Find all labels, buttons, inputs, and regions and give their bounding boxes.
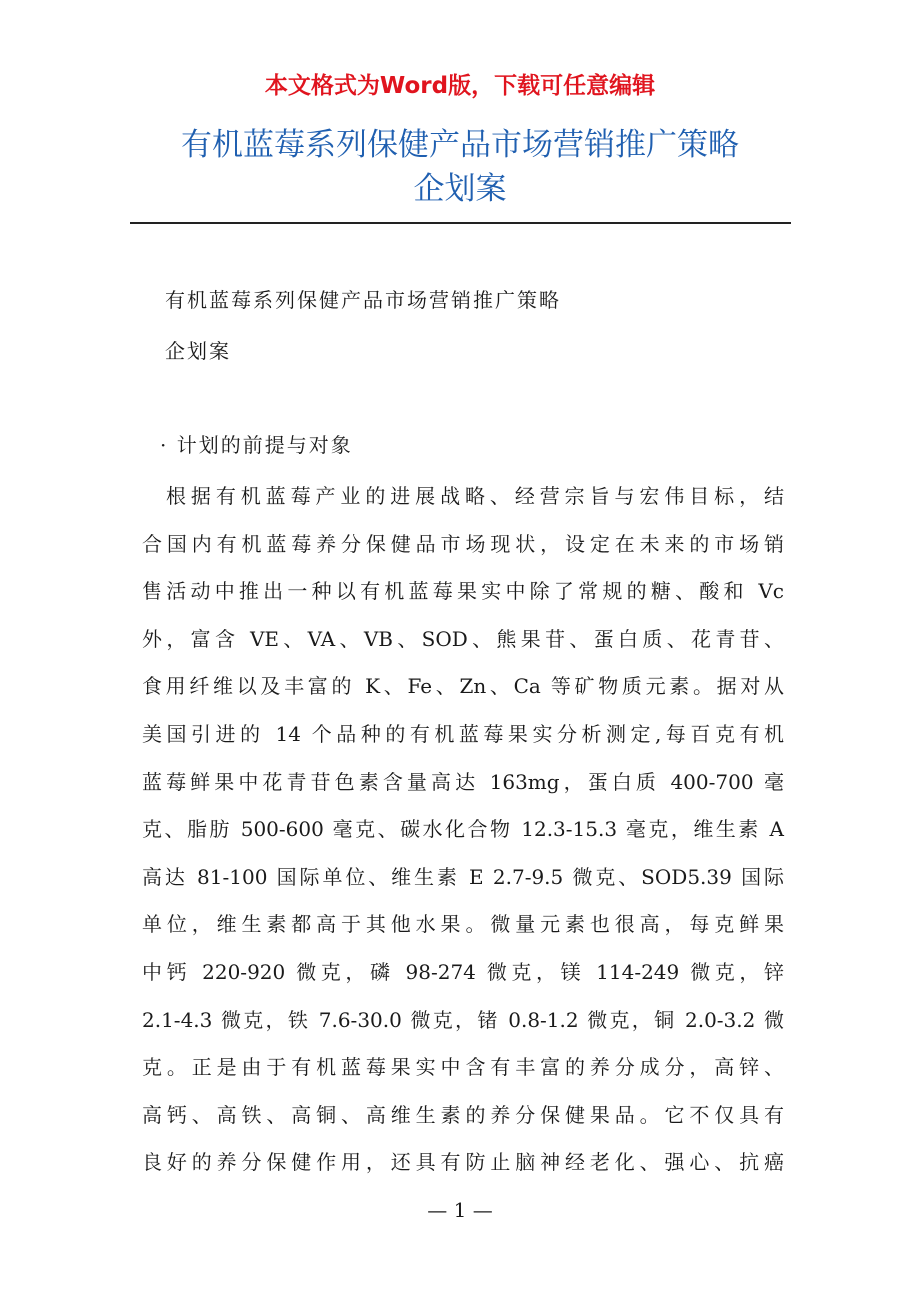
download-notice: 本文格式为Word版，下载可任意编辑 — [264, 73, 656, 99]
paragraph-line: 2.1-4.3 微克，铁 7.6-30.0 微克，锗 0.8-1.2 微克，铜 2.0-3.2 微 — [142, 1007, 784, 1032]
paragraph-line: 克、脂肪 500-600 毫克、碳水化合物 12.3-15.3 毫克，维生素 A — [142, 817, 784, 842]
paragraph-line: 合国内有机蓝莓养分保健品市场现状，设定在未来的市场销 — [142, 531, 784, 556]
paragraph-line: 高达 81-100 国际单位、维生素 E 2.7-9.5 微克、SOD5.39 国际 — [142, 864, 784, 889]
page-number: — 1 — — [427, 1198, 493, 1222]
paragraph-line: 根据有机蓝莓产业的进展战略、经营宗旨与宏伟目标，结 — [166, 484, 784, 508]
paragraph-line: 中钙 220-920 微克，磷 98-274 微克，镁 114-249 微克，锌 — [142, 959, 784, 984]
paragraph-line: 良好的养分保健作用，还具有防止脑神经老化、强心、抗癌 — [142, 1150, 784, 1175]
body-paragraph — [142, 478, 784, 1192]
subtitle-line-1: 有机蓝莓系列保健产品市场营销推广策略 — [165, 288, 561, 312]
document-title-line-2: 企划案 — [413, 171, 507, 207]
subtitle-line-2: 企划案 — [165, 339, 231, 363]
paragraph-line: 外，富含 VE、VA、VB、SOD、熊果苷、蛋白质、花青苷、 — [142, 626, 784, 651]
paragraph-line: 克。正是由于有机蓝莓果实中含有丰富的养分成分，高锌、 — [142, 1055, 784, 1080]
document-title — [0, 123, 920, 211]
section-heading: · 计划的前提与对象 — [160, 433, 353, 457]
paragraph-line: 售活动中推出一种以有机蓝莓果实中除了常规的糖、酸和 Vc — [142, 579, 784, 604]
document-title-line-1: 有机蓝莓系列保健产品市场营销推广策略 — [181, 127, 739, 163]
title-divider — [130, 222, 791, 224]
paragraph-line: 单位，维生素都高于其他水果。微量元素也很高，每克鲜果 — [142, 912, 784, 937]
paragraph-line: 高钙、高铁、高铜、高维生素的养分保健果品。它不仅具有 — [142, 1102, 784, 1127]
paragraph-line: 美国引进的 14 个品种的有机蓝莓果实分析测定,每百克有机 — [142, 721, 784, 746]
paragraph-line: 食用纤维以及丰富的 K、Fe、Zn、Ca 等矿物质元素。据对从 — [142, 674, 784, 699]
paragraph-line: 蓝莓鲜果中花青苷色素含量高达 163mg，蛋白质 400-700 毫 — [142, 769, 784, 794]
